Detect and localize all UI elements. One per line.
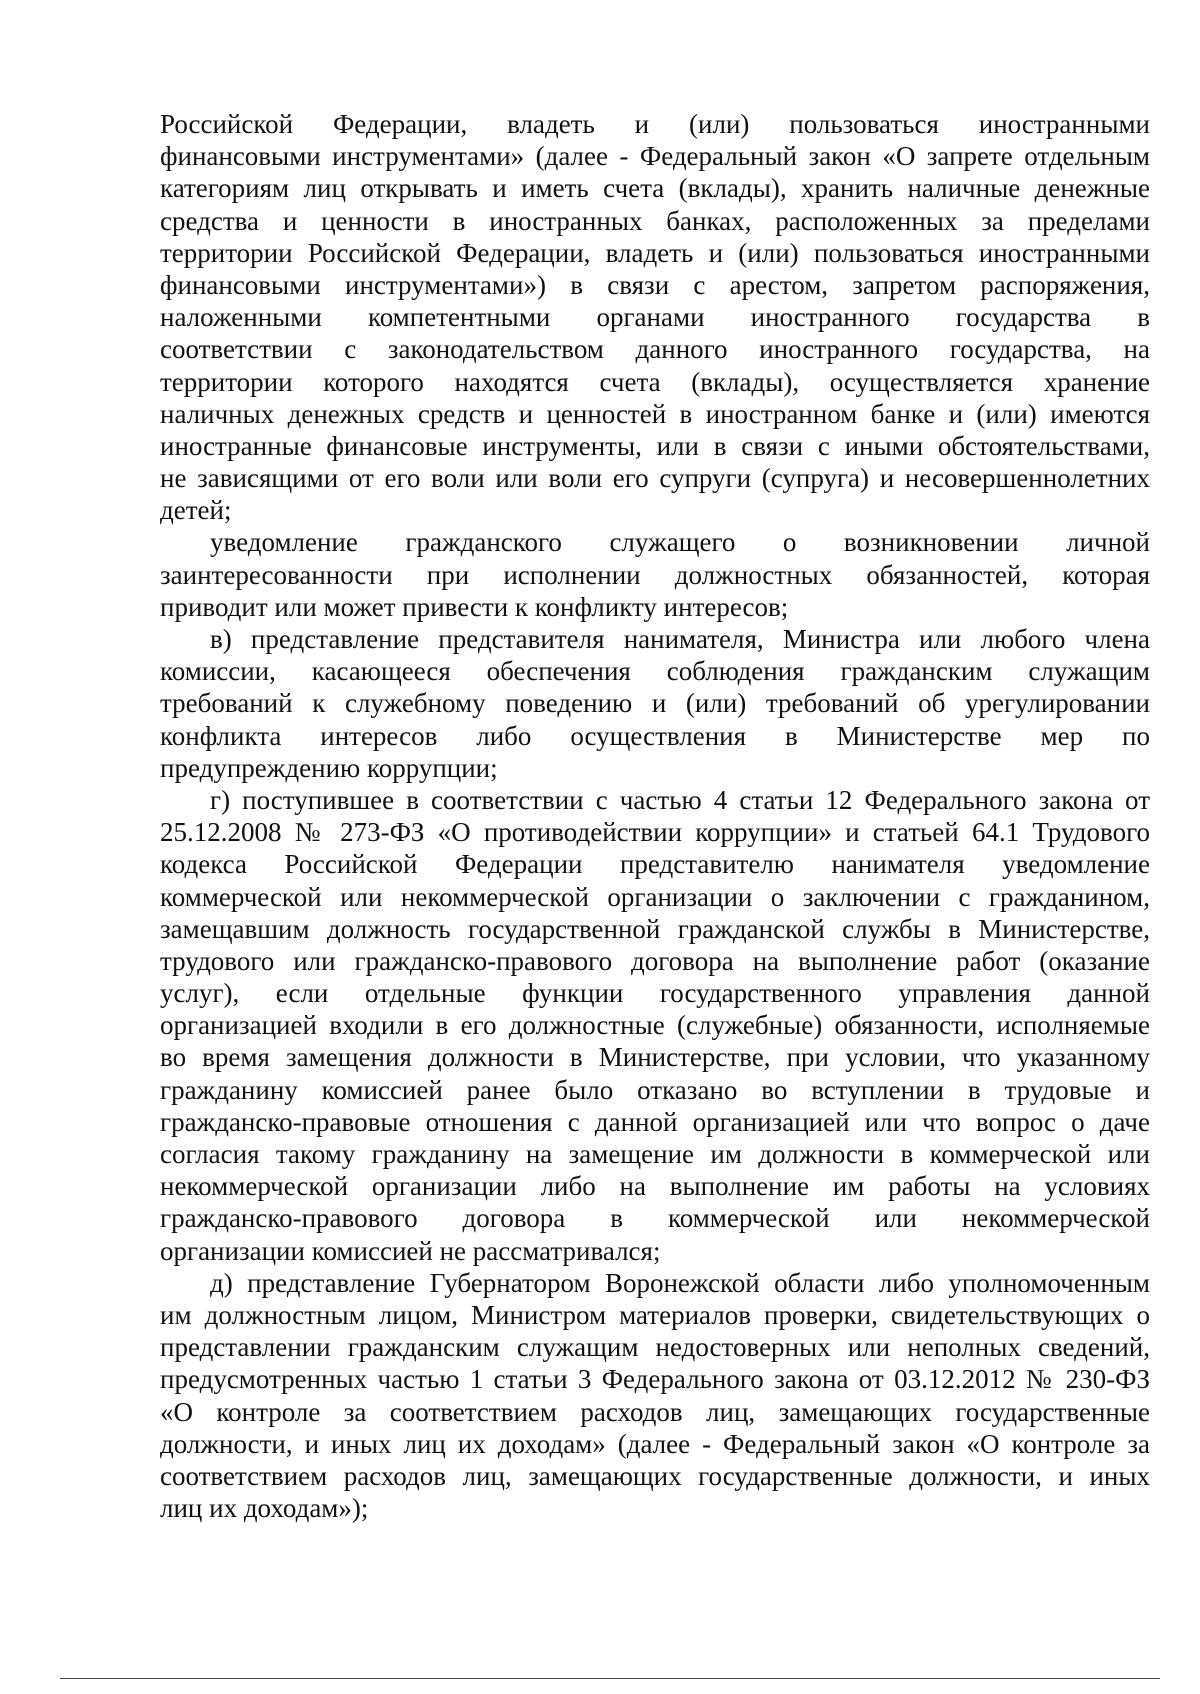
document-body bbox=[160, 108, 1150, 1524]
text-line: должности, и иных лиц их доходам» (далее - Федеральный закон «О контроле за bbox=[160, 1428, 1150, 1459]
text-line: приводит или может привести к конфликту интересов; bbox=[160, 591, 789, 622]
text-line: во время замещения должности в Министерстве, при условии, что указанному bbox=[160, 1042, 1150, 1073]
text-line: организации комиссией не рассматривался; bbox=[160, 1235, 661, 1266]
text-line: организацией входили в его должностные (служебные) обязанности, исполняемые bbox=[160, 1010, 1150, 1041]
text-line: наличных денежных средств и ценностей в иностранном банке и (или) имеются bbox=[160, 398, 1150, 429]
text-line: наложенными компетентными органами иностранного государства в bbox=[160, 302, 1150, 333]
text-line: заинтересованности при исполнении должностных обязанностей, которая bbox=[160, 559, 1150, 590]
text-line: гражданско-правового договора в коммерческой или некоммерческой bbox=[160, 1203, 1150, 1234]
text-line: представлении гражданским служащим недостоверных или неполных сведений, bbox=[160, 1332, 1150, 1363]
text-line: соответствии с законодательством данного иностранного государства, на bbox=[160, 334, 1150, 365]
text-line: д) представление Губернатором Воронежской области либо уполномоченным bbox=[210, 1267, 1150, 1298]
text-line: коммерческой или некоммерческой организации о заключении с гражданином, bbox=[160, 881, 1150, 912]
text-line: г) поступившее в соответствии с частью 4 статьи 12 Федерального закона от bbox=[210, 784, 1150, 815]
text-line: услуг), если отдельные функции государственного управления данной bbox=[160, 978, 1150, 1009]
text-line: трудового или гражданско-правового договора на выполнение работ (оказание bbox=[160, 945, 1150, 976]
text-line: лиц их доходам»); bbox=[160, 1493, 369, 1524]
paragraph bbox=[160, 1267, 1150, 1525]
text-line: «О контроле за соответствием расходов лиц, замещающих государственные bbox=[160, 1396, 1150, 1427]
text-line: требований к служебному поведению и (или) требований об урегулировании bbox=[160, 688, 1150, 719]
text-line: в) представление представителя нанимателя, Министра или любого члена bbox=[210, 624, 1150, 654]
paragraph bbox=[160, 526, 1150, 623]
text-line: не зависящими от его воли или воли его супруги (супруга) и несовершеннолетних bbox=[160, 463, 1150, 494]
text-line: некоммерческой организации либо на выполнение им работы на условиях bbox=[160, 1171, 1150, 1202]
text-line: замещавшим должность государственной гражданской службы в Министерстве, bbox=[160, 913, 1150, 944]
text-line: предусмотренных частью 1 статьи 3 Федерального закона от 03.12.2012 № 230-ФЗ bbox=[160, 1364, 1150, 1395]
paragraph bbox=[160, 108, 1150, 526]
text-line: согласия такому гражданину на замещение им должности в коммерческой или bbox=[160, 1139, 1150, 1169]
text-line: кодекса Российской Федерации представителю нанимателя уведомление bbox=[160, 849, 1150, 880]
text-line: детей; bbox=[160, 495, 232, 526]
text-line: гражданско-правовые отношения с данной организацией или что вопрос о даче bbox=[160, 1106, 1150, 1137]
text-line: Российской Федерации, владеть и (или) пользоваться иностранными bbox=[160, 109, 1150, 139]
text-line: иностранные финансовые инструменты, или в связи с иными обстоятельствами, bbox=[160, 430, 1150, 461]
paragraph bbox=[160, 623, 1150, 784]
text-line: им должностным лицом, Министром материалов проверки, свидетельствующих о bbox=[160, 1299, 1150, 1330]
text-line: комиссии, касающееся обеспечения соблюдения гражданским служащим bbox=[160, 656, 1150, 687]
text-line: категориям лиц открывать и иметь счета (вклады), хранить наличные денежные bbox=[160, 173, 1150, 204]
bottom-rule bbox=[60, 1678, 1160, 1679]
text-line: конфликта интересов либо осуществления в Министерстве мер по bbox=[160, 720, 1150, 751]
text-line: предупреждению коррупции; bbox=[160, 752, 498, 783]
text-line: финансовыми инструментами» (далее - Федеральный закон «О запрете отдельным bbox=[160, 141, 1150, 172]
text-line: средства и ценности в иностранных банках, расположенных за пределами bbox=[160, 205, 1150, 236]
text-line: уведомление гражданского служащего о возникновении личной bbox=[210, 527, 1150, 558]
text-line: гражданину комиссией ранее было отказано во вступлении в трудовые и bbox=[160, 1074, 1150, 1105]
text-line: финансовыми инструментами») в связи с арестом, запретом распоряжения, bbox=[160, 269, 1150, 300]
paragraph bbox=[160, 784, 1150, 1267]
text-line: территории Российской Федерации, владеть и (или) пользоваться иностранными bbox=[160, 237, 1150, 268]
text-line: 25.12.2008 № 273-ФЗ «О противодействии коррупции» и статьей 64.1 Трудового bbox=[160, 817, 1150, 848]
text-line: соответствием расходов лиц, замещающих государственные должности, и иных bbox=[160, 1460, 1150, 1491]
text-line: территории которого находятся счета (вклады), осуществляется хранение bbox=[160, 366, 1150, 397]
